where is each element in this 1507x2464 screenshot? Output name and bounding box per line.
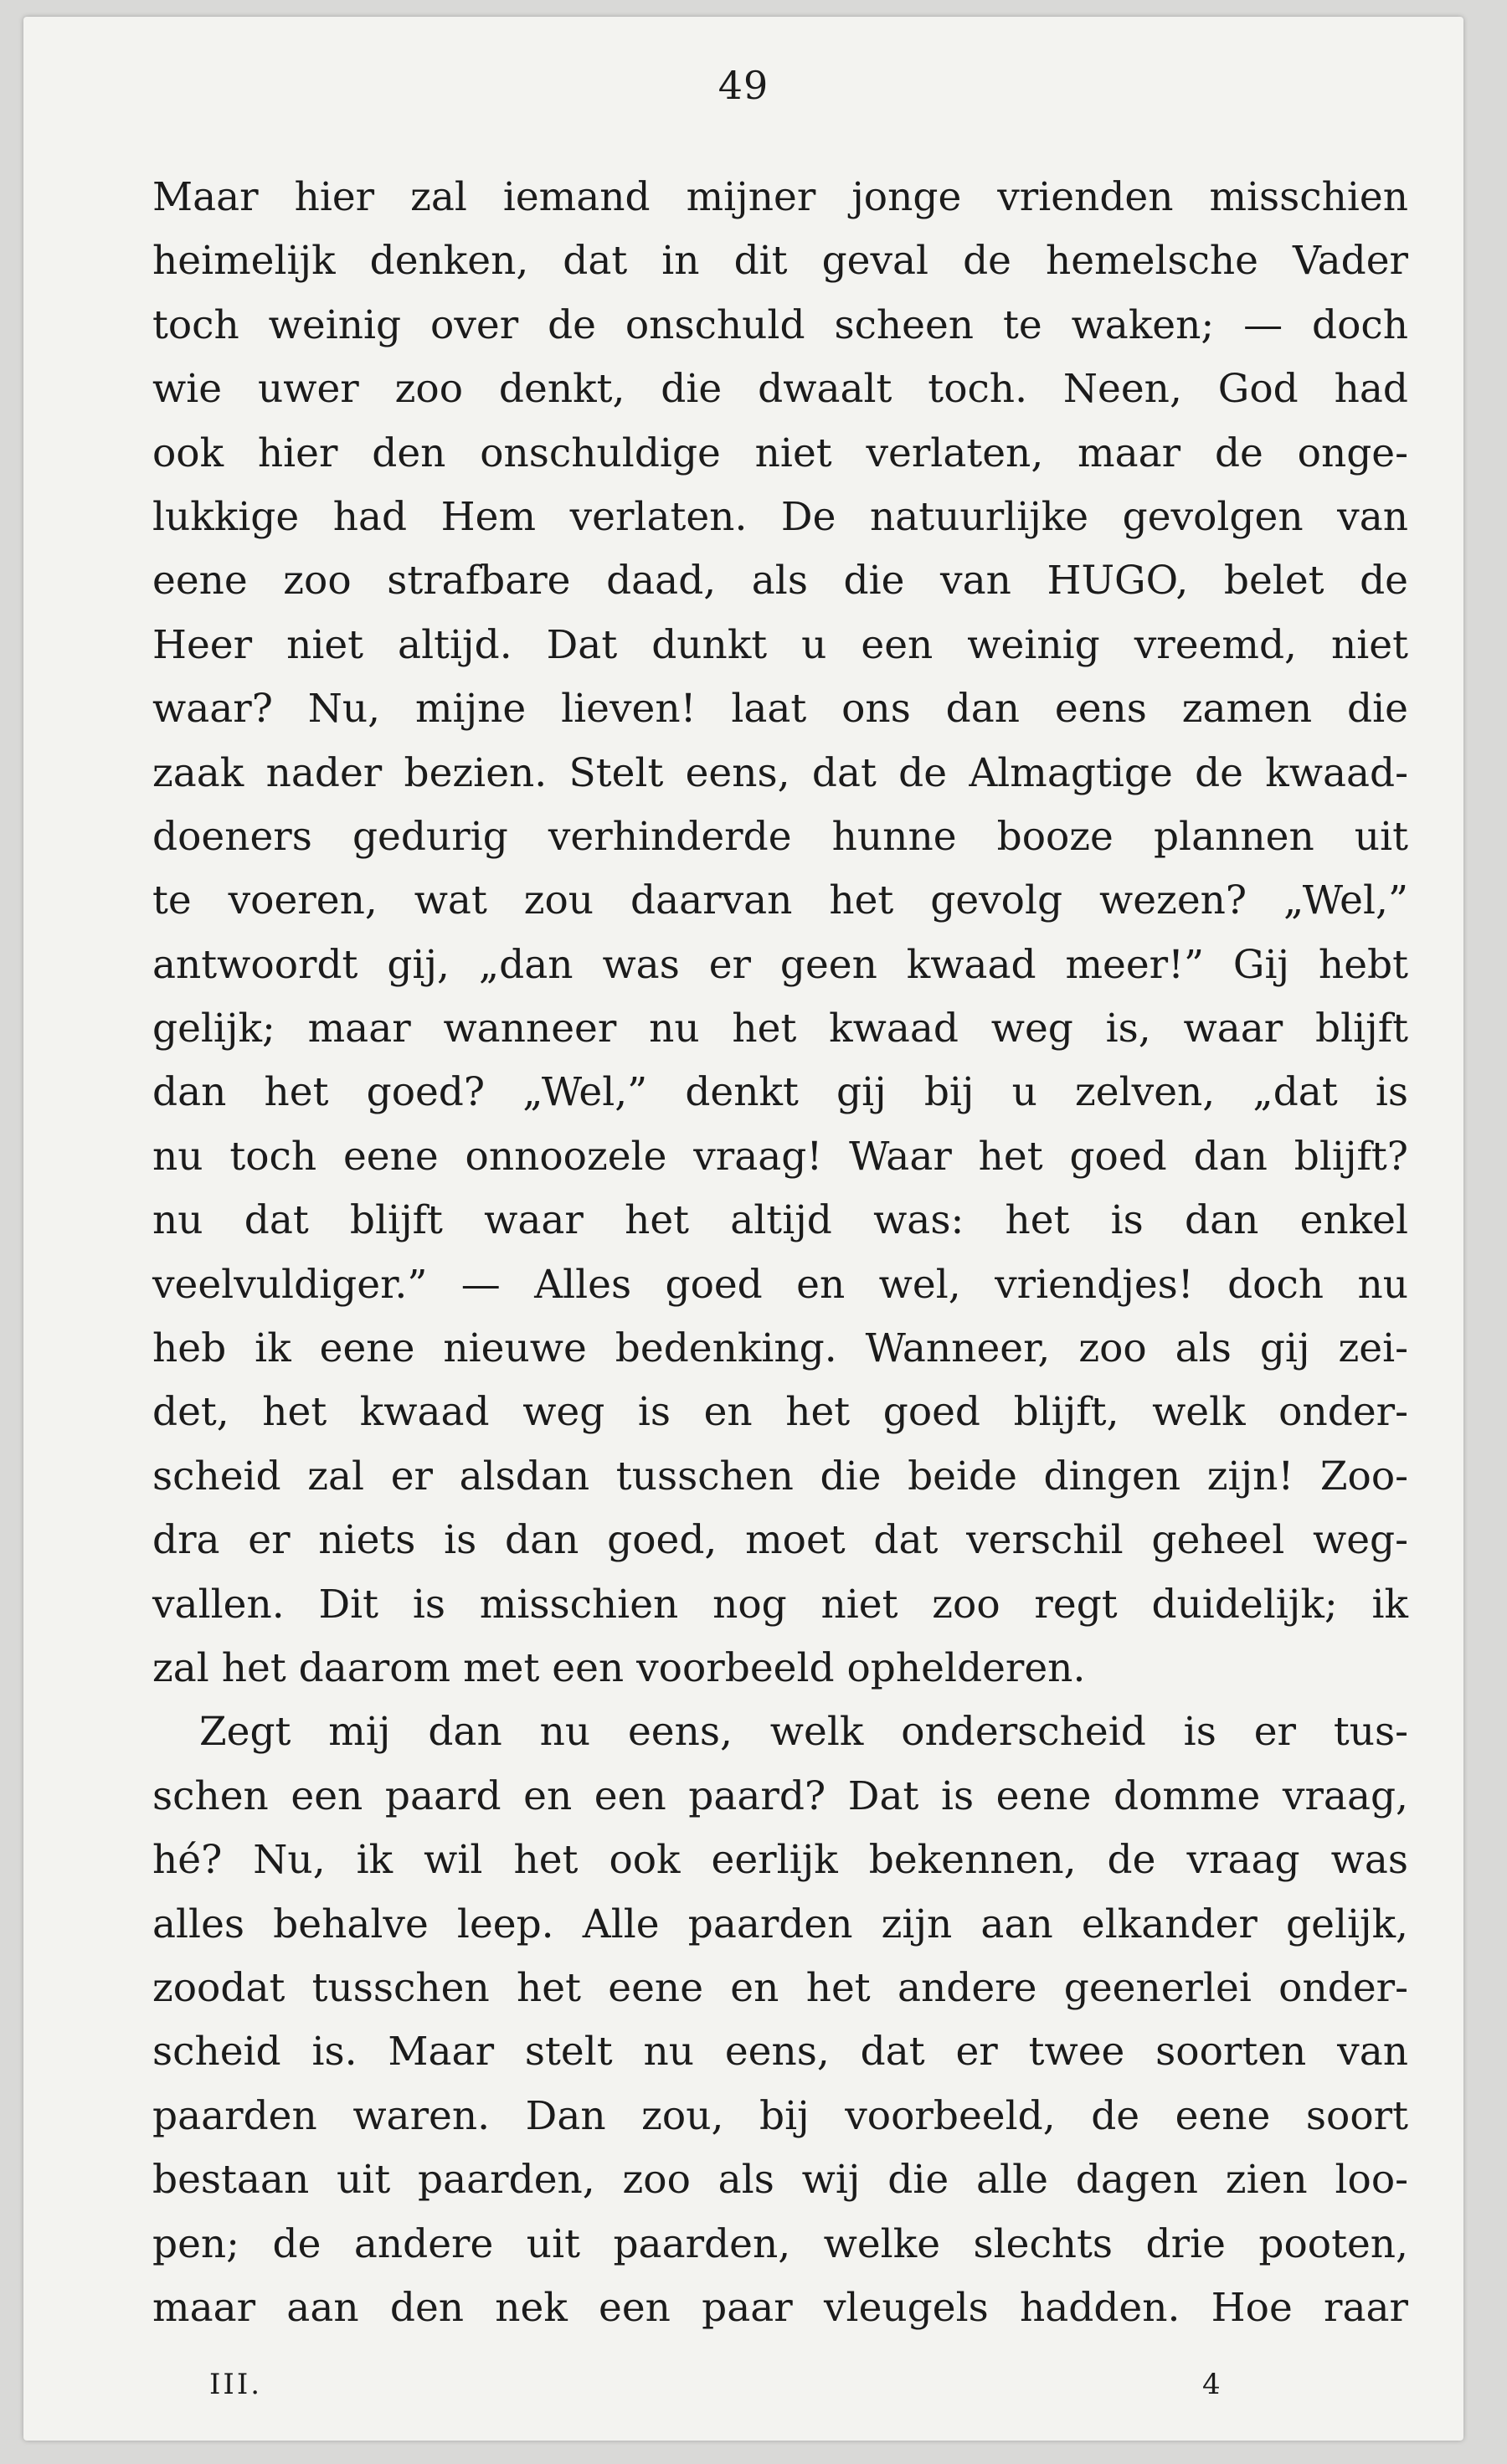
text-line: dan het goed? „Wel,” denkt gij bij u zelven, „dat is bbox=[152, 1069, 1408, 1116]
body-text bbox=[152, 166, 1408, 2340]
paragraph-first-line: Zegt mij dan nu eens, welk onderscheid is er tus- bbox=[199, 1709, 1408, 1756]
text-line: ook hier den onschuldige niet verlaten, maar de onge- bbox=[152, 430, 1408, 476]
text-line: pen; de andere uit paarden, welke slechts drie pooten, bbox=[152, 2220, 1408, 2267]
text-line: wie uwer zoo denkt, die dwaalt toch. Neen, God had bbox=[152, 366, 1408, 413]
text-line: te voeren, wat zou daarvan het gevolg wezen? „Wel,” bbox=[152, 877, 1408, 924]
signature-mark: III. bbox=[209, 2368, 263, 2401]
text-line: nu toch eene onnoozele vraag! Waar het goed dan blijft? bbox=[152, 1133, 1408, 1180]
text-line: paarden waren. Dan zou, bij voorbeeld, de eene soort bbox=[152, 2092, 1408, 2139]
text-line: vallen. Dit is misschien nog niet zoo regt duidelijk; ik bbox=[152, 1581, 1408, 1628]
paragraph-last-line: zal het daarom met een voorbeeld ophelderen. bbox=[152, 1644, 1086, 1691]
text-line: waar? Nu, mijne lieven! laat ons dan eens zamen die bbox=[152, 686, 1408, 733]
gathering-number: 4 bbox=[1202, 2368, 1221, 2401]
text-line: toch weinig over de onschuld scheen te waken; — doch bbox=[152, 301, 1408, 348]
page-number: 49 bbox=[717, 63, 769, 108]
text-line: nu dat blijft waar het altijd was: het is dan enkel bbox=[152, 1197, 1408, 1244]
text-line: zaak nader bezien. Stelt eens, dat de Almagtige de kwaad- bbox=[152, 749, 1408, 796]
text-line: heimelijk denken, dat in dit geval de hemelsche Vader bbox=[152, 238, 1408, 285]
text-line: scheid zal er alsdan tusschen die beide dingen zijn! Zoo- bbox=[152, 1453, 1408, 1499]
text-line: Maar hier zal iemand mijner jonge vrienden misschien bbox=[152, 174, 1408, 220]
text-line: veelvuldiger.” — Alles goed en wel, vriendjes! doch nu bbox=[152, 1261, 1408, 1308]
text-line: alles behalve leep. Alle paarden zijn aan elkander gelijk, bbox=[152, 1901, 1408, 1947]
text-line: heb ik eene nieuwe bedenking. Wanneer, zoo als gij zei- bbox=[152, 1325, 1408, 1372]
text-line: antwoordt gij, „dan was er geen kwaad meer!” Gij hebt bbox=[152, 941, 1408, 988]
text-line: doeners gedurig verhinderde hunne booze plannen uit bbox=[152, 813, 1408, 860]
text-line: zoodat tusschen het eene en het andere geenerlei onder- bbox=[152, 1964, 1408, 2011]
text-line: schen een paard en een paard? Dat is eene domme vraag, bbox=[152, 1772, 1408, 1819]
text-line: eene zoo strafbare daad, als die van HUGO, belet de bbox=[152, 558, 1408, 604]
text-line: Heer niet altijd. Dat dunkt u een weinig vreemd, niet bbox=[152, 621, 1408, 668]
text-line: scheid is. Maar stelt nu eens, dat er twee soorten van bbox=[152, 2029, 1408, 2076]
text-line: maar aan den nek een paar vleugels hadden. Hoe raar bbox=[152, 2284, 1408, 2331]
text-line: lukkige had Hem verlaten. De natuurlijke gevolgen van bbox=[152, 493, 1408, 540]
text-line: det, het kwaad weg is en het goed blijft, welk onder- bbox=[152, 1389, 1408, 1436]
text-line: gelijk; maar wanneer nu het kwaad weg is, waar blijft bbox=[152, 1006, 1408, 1052]
text-line: hé? Nu, ik wil het ook eerlijk bekennen, de vraag was bbox=[152, 1837, 1408, 1884]
text-line: dra er niets is dan goed, moet dat verschil geheel weg- bbox=[152, 1517, 1408, 1564]
text-line: bestaan uit paarden, zoo als wij die alle dagen zien loo- bbox=[152, 2157, 1408, 2204]
book-page bbox=[23, 17, 1463, 2441]
